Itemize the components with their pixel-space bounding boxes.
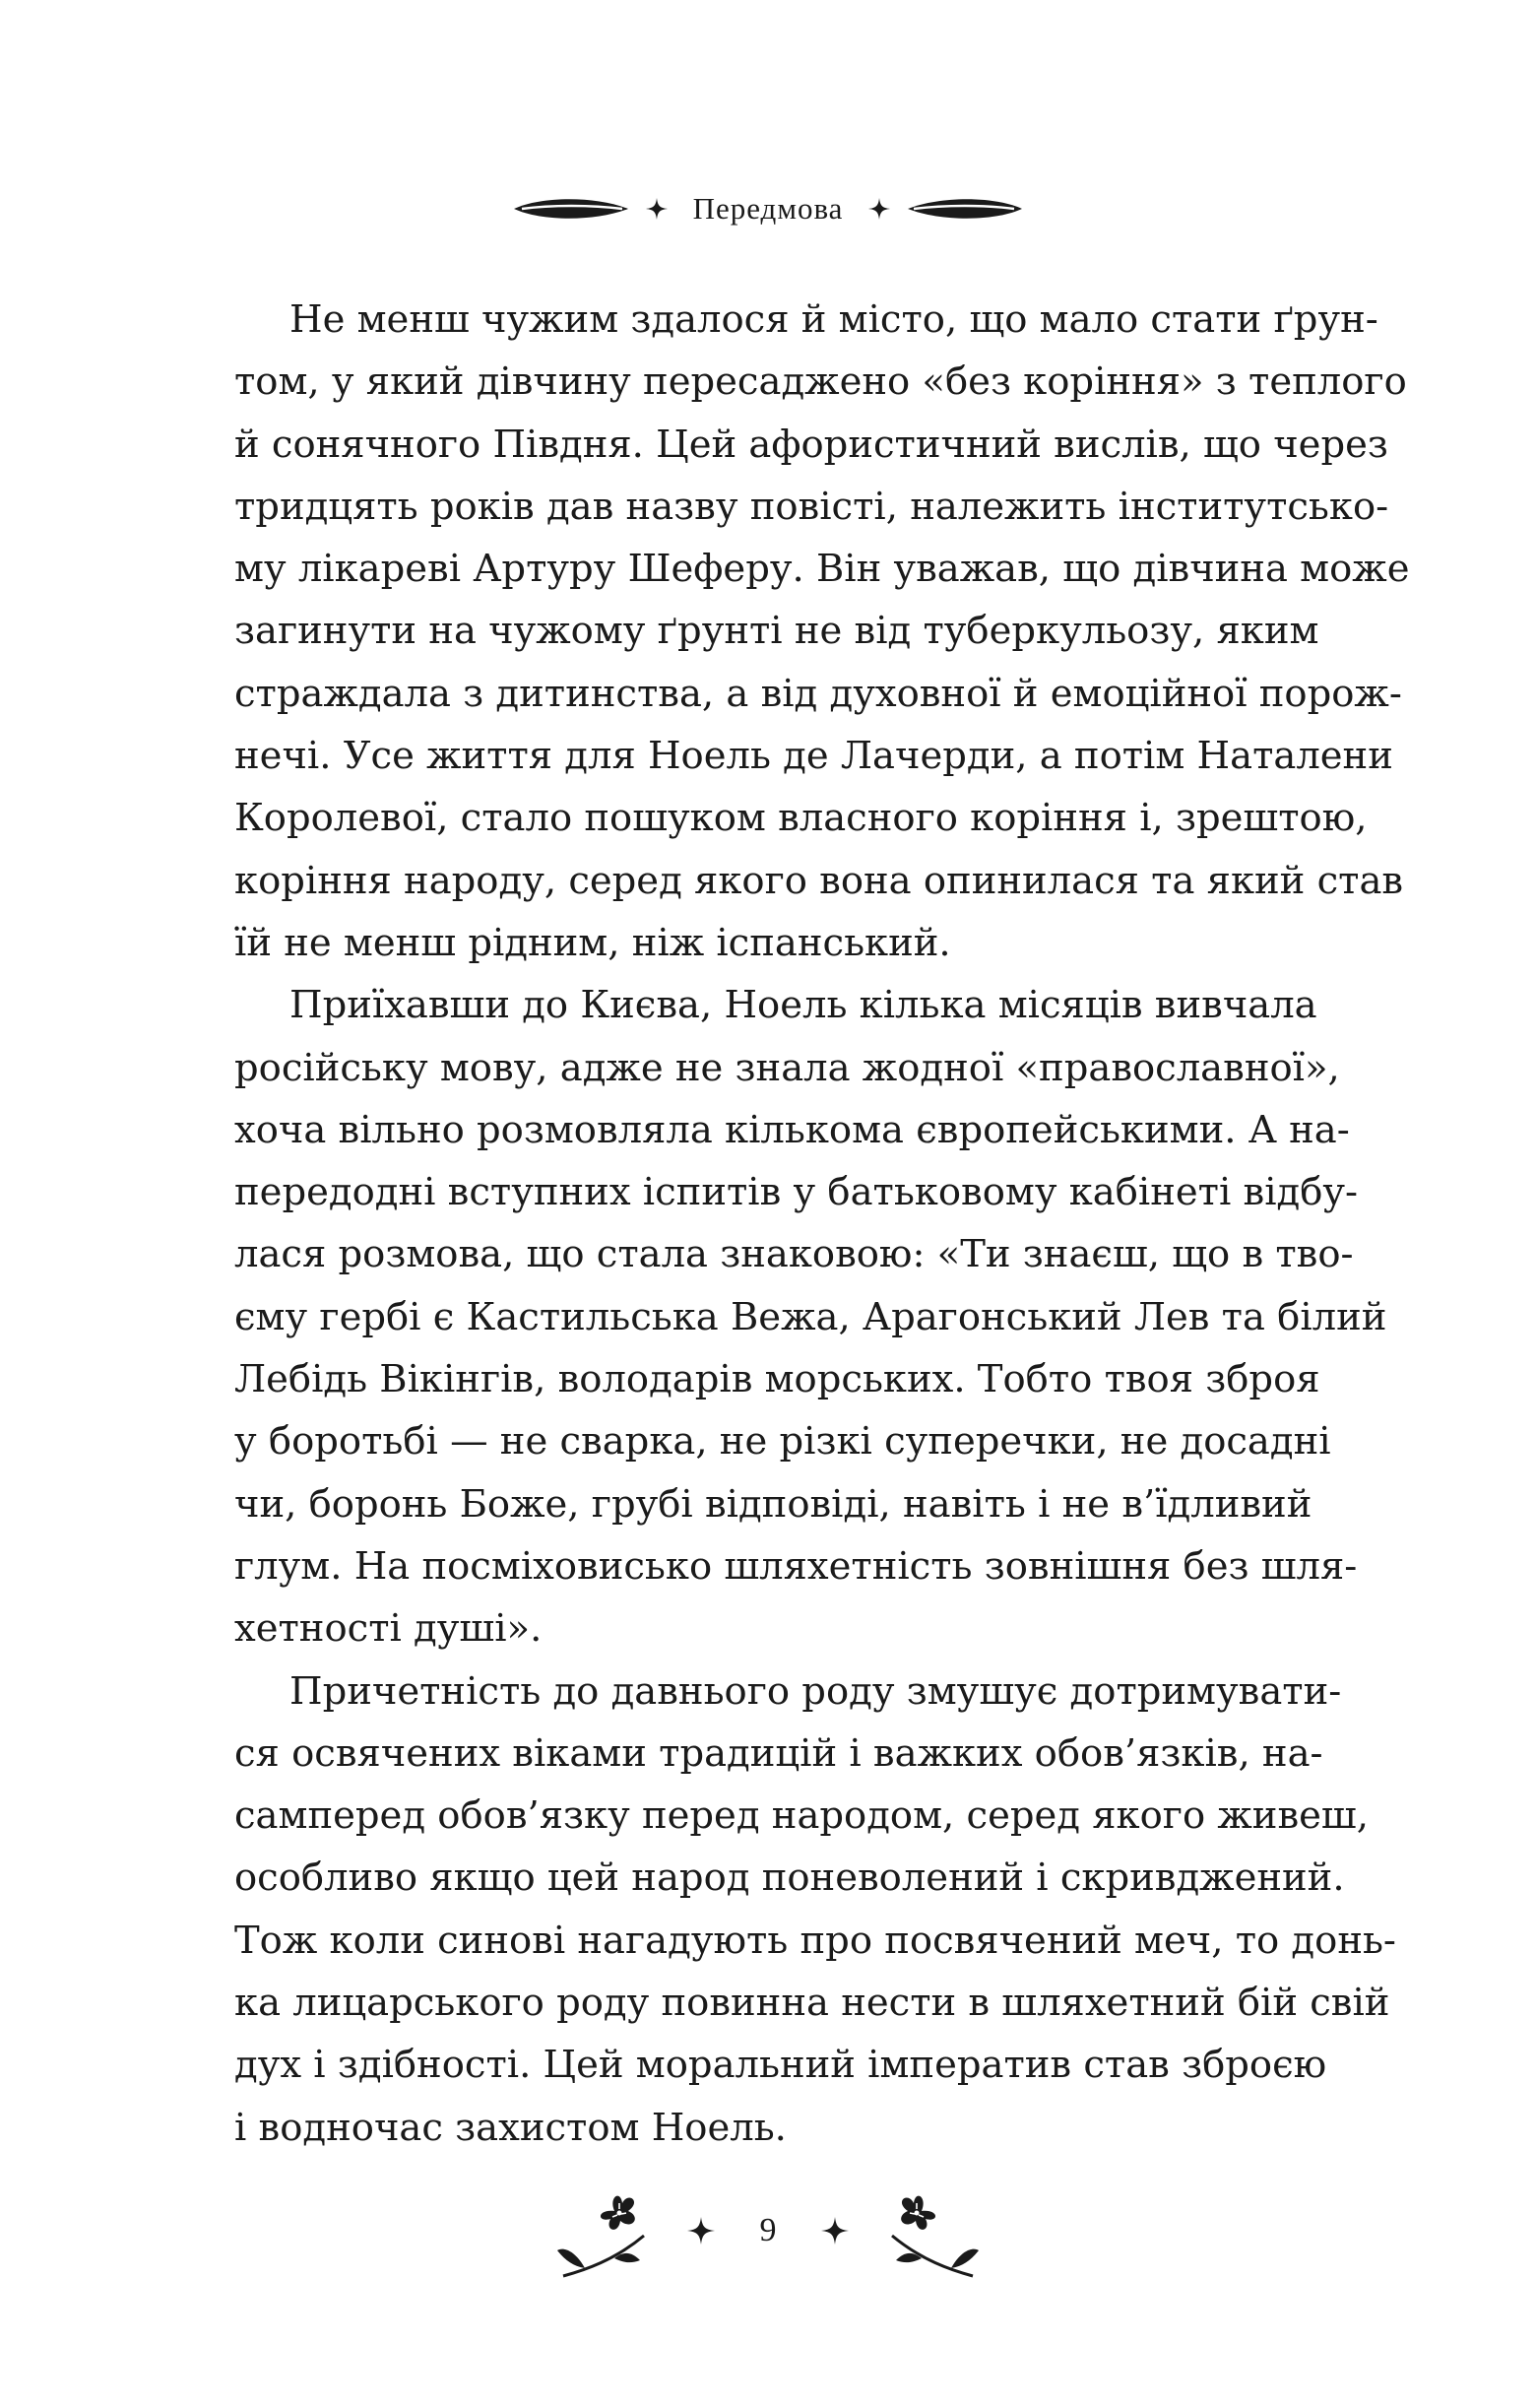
text-line: Тож коли синові нагадують про посвячений меч, то донь- [234, 1918, 1396, 1963]
text-line: дух і здібності. Цей моральний імператив став зброєю [234, 2043, 1327, 2088]
star-icon [821, 2217, 849, 2245]
text-line: том, у який дівчину пересаджено «без коріння» з теплого [234, 359, 1407, 405]
text-line: самперед обов’язку перед народом, серед якого живеш, [234, 1793, 1369, 1839]
text-line: ка лицарського роду повинна нести в шляхетний бій свій [234, 1981, 1390, 2026]
star-icon [687, 2217, 715, 2245]
text-line: Королевої, стало пошуком власного коріння і, зрештою, [234, 796, 1368, 841]
text-line: хетності душі». [234, 1606, 543, 1652]
text-line: у боротьбі — не сварка, не різкі суперечки, не досадні [234, 1419, 1331, 1464]
text-line: їй не менш рідним, ніж іспанський. [234, 920, 951, 965]
text-line: загинути на чужому ґрунті не від туберкульозу, яким [234, 609, 1319, 654]
text-line: російську мову, адже не знала жодної «православної», [234, 1045, 1340, 1090]
paragraph-2 [234, 974, 1387, 1660]
running-header [0, 179, 1536, 238]
text-line: Приїхавши до Києва, Ноель кілька місяців вивчала [289, 983, 1317, 1028]
text-line: чи, боронь Боже, грубі відповіді, навіть і не в’їдливий [234, 1481, 1312, 1527]
text-line: Не менш чужим здалося й місто, що мало стати ґрун- [289, 297, 1378, 342]
right-leaf-ornament-icon [906, 194, 1024, 224]
text-line: єму гербі є Кастильська Вежа, Арагонський Лев та білий [234, 1294, 1387, 1339]
paragraph-3 [234, 1660, 1396, 2159]
text-line: му лікареві Артуру Шеферу. Він уважав, що дівчина може [234, 547, 1410, 592]
text-line: лася розмова, що стала знаковою: «Ти знаєш, що в тво- [234, 1232, 1354, 1277]
text-line: і водночас захистом Ноель. [234, 2105, 787, 2150]
running-title: Передмова [692, 191, 844, 226]
text-line: й сонячного Півдня. Цей афористичний вислів, що через [234, 422, 1388, 467]
text-line: особливо якщо цей народ поневолений і скривджений. [234, 1855, 1345, 1901]
text-line: глум. На посміховисько шляхетність зовнішня без шля- [234, 1543, 1358, 1589]
text-line: коріння народу, серед якого вона опинилася та який став [234, 858, 1404, 903]
text-line: Лебідь Вікінгів, володарів морських. Тобто твоя зброя [234, 1357, 1320, 1402]
text-line: Причетність до давнього роду змушує дотримувати- [289, 1668, 1342, 1714]
text-line: хоча вільно розмовляла кількома європейськими. А на- [234, 1107, 1350, 1152]
paragraph-1 [234, 289, 1410, 974]
text-line: ся освячених віками традицій і важких обов’язків, на- [234, 1730, 1323, 1776]
text-line: страждала з дитинства, а від духовної й емоційної порож- [234, 671, 1402, 716]
page-number: 9 [759, 2212, 777, 2248]
star-icon [868, 198, 890, 220]
text-line: нечі. Усе життя для Ноель де Лачерди, а потім Наталени [234, 734, 1393, 779]
star-icon [646, 198, 668, 220]
text-body [234, 289, 1410, 2159]
page-footer [0, 2177, 1536, 2285]
text-line: тридцять років дав назву повісті, належить інститутсько- [234, 484, 1389, 529]
left-leaf-ornament-icon [512, 194, 630, 224]
text-line: передодні вступних іспитів у батьковому кабінеті відбу- [234, 1170, 1359, 1215]
left-flower-ornament-icon [555, 2181, 664, 2280]
right-flower-ornament-icon [872, 2181, 981, 2280]
